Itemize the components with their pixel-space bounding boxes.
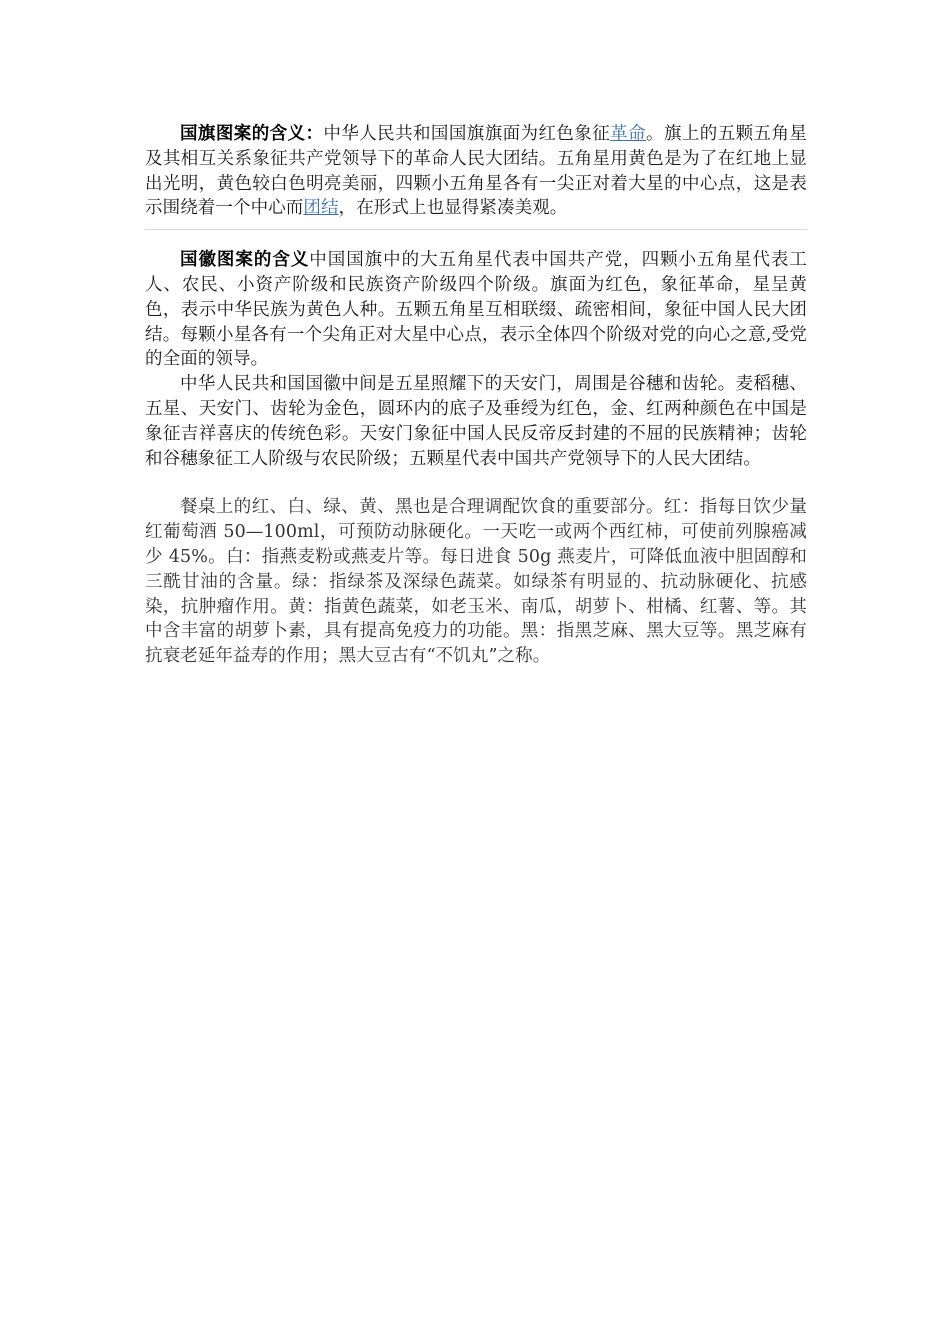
flag-meaning-heading: 国旗图案的含义： <box>180 124 324 144</box>
document-page <box>145 122 807 669</box>
flag-text-part-3: ，在形式上也显得紧凑美观。 <box>338 198 568 219</box>
food-colors-paragraph: 餐桌上的红、白、绿、黄、黑也是合理调配饮食的重要部分。红：指每日饮少量红葡萄酒 50—100ml，可预防动脉硬化。一天吃一或两个西红柿，可使前列腺癌减少 45%。白：指燕麦粉或燕麦片等。每日进食 50g 燕麦片，可降低血液中胆固醇和三酰甘油的含量。绿：指绿茶及深绿色蔬菜。如绿茶有明显的、抗动脉硬化、抗感染，抗肿瘤作用。黄：指黄色蔬菜，如老玉米、南瓜，胡萝卜、柑橘、红薯、等。其中含丰富的胡萝卜素，具有提高免疫力的功能。黑：指黑芝麻、黑大豆等。黑芝麻有抗衰老延年益寿的作用；黑大豆古有“不饥丸”之称。 <box>145 497 807 667</box>
section-divider <box>145 229 807 230</box>
flag-text-part-1: 中华人民共和国国旗旗面为红色象征 <box>323 124 611 144</box>
emblem-meaning-paragraph <box>145 248 807 372</box>
emblem-meaning-heading: 国徽图案的含义 <box>180 250 310 271</box>
emblem-text-part-1: 中国国旗中的大五角星代表中国共产党，四颗小五角星代表工人、农民、小资产阶级和民族资产阶级四个阶级。旗面为红色，象征革命，星呈黄色，表示中华民族为黄色人种。五颗五角星互相联缀、疏密相间，象征中国人民大团结。每颗小星各有一个尖角正对大星中心点，表示全体四个阶级对党的向心之意,受党的全面的领导。 <box>145 250 807 370</box>
revolution-link[interactable]: 革命 <box>610 124 647 144</box>
flag-meaning-paragraph <box>145 122 807 221</box>
emblem-description-paragraph: 中华人民共和国国徽中间是五星照耀下的天安门，周围是谷穗和齿轮。麦稻穗、五星、天安门、齿轮为金色，圆环内的底子及垂绶为红色，金、红两种颜色在中国是象征吉祥喜庆的传统色彩。天安门象征中国人民反帝反封建的不屈的民族精神；齿轮和谷穗象征工人阶级与农民阶级；五颗星代表中国共产党领导下的人民大团结。 <box>145 374 807 469</box>
unity-link[interactable]: 团结 <box>303 198 339 219</box>
flag-text-part-2: 。旗上的五颗五角星及其相互关系象征共产党领导下的革命人民大团结。五角星用黄色是为了在红地上显出光明，黄色较白色明亮美丽，四颗小五角星各有一尖正对着大星的中心点，这是表示围绕着一个中心而 <box>145 124 807 219</box>
